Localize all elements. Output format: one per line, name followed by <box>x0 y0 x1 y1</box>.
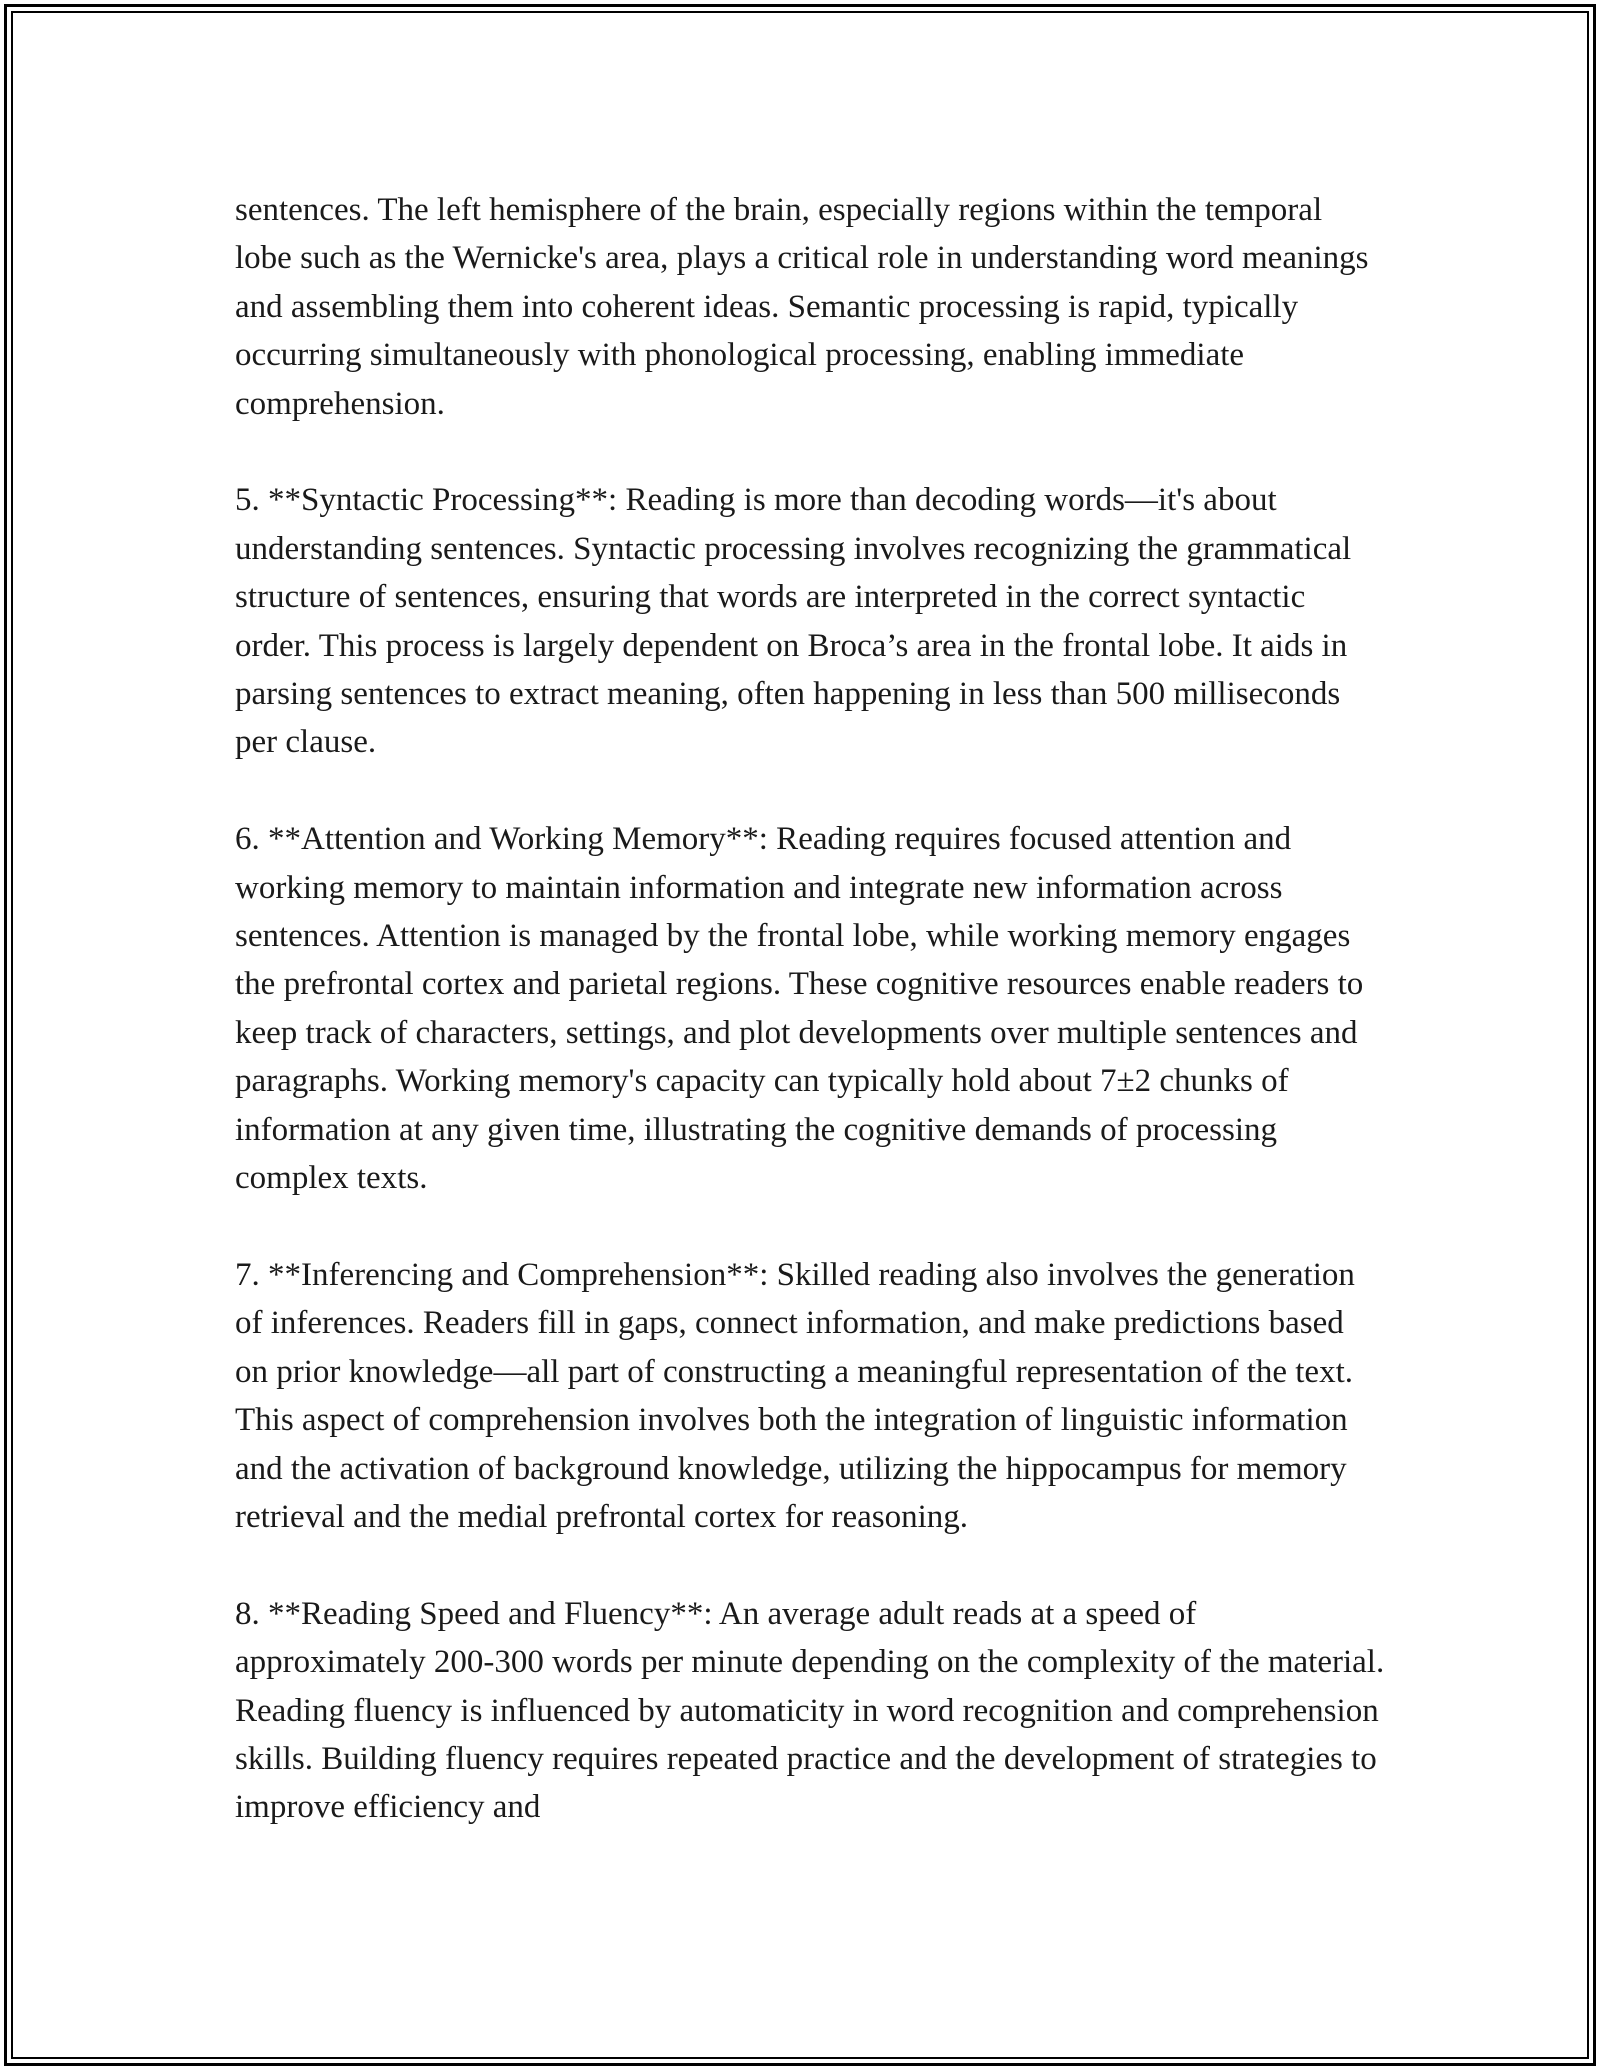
paragraph-attention-working-memory: 6. **Attention and Working Memory**: Reading requires focused attention and working memory to maintain information and integrate new information across sentences. Attention is managed by the frontal lobe, while working memory engages the prefrontal cortex and parietal regions. These cognitive resources enable readers to keep track of characters, settings, and plot developments over multiple sentences and paragraphs. Working memory's capacity can typically hold about 7±2 chunks of information at any given time, illustrating the cognitive demands of processing complex texts. <box>235 821 1364 1197</box>
paragraph-inferencing-comprehension: 7. **Inferencing and Comprehension**: Skilled reading also involves the generation of inferences. Readers fill in gaps, connect information, and make predictions based on prior knowledge—all part of constructing a meaningful representation of the text. This aspect of comprehension involves both the integration of linguistic information and the activation of background knowledge, utilizing the hippocampus for memory retrieval and the medial prefrontal cortex for reasoning. <box>235 1256 1355 1535</box>
document-body <box>235 186 1385 1832</box>
paragraph-syntactic-processing: 5. **Syntactic Processing**: Reading is more than decoding words—it's about understanding sentences. Syntactic processing involves recognizing the grammatical structure of sentences, ensuring that words are interpreted in the correct syntactic order. This process is largely dependent on Broca’s area in the frontal lobe. It aids in parsing sentences to extract meaning, often happening in less than 500 milliseconds per clause. <box>235 482 1352 761</box>
paragraph-reading-speed-fluency: 8. **Reading Speed and Fluency**: An average adult reads at a speed of approximately 200-300 words per minute depending on the complexity of the material. Reading fluency is influenced by automaticity in word recognition and comprehension skills. Building fluency requires repeated practice and the development of strategies to improve efficiency and <box>235 1595 1385 1826</box>
paragraph-semantic-processing-continued: sentences. The left hemisphere of the brain, especially regions within the temporal lobe such as the Wernicke's area, plays a critical role in understanding word meanings and assembling them into coherent ideas. Semantic processing is rapid, typically occurring simultaneously with phonological processing, enabling immediate comprehension. <box>235 192 1369 422</box>
